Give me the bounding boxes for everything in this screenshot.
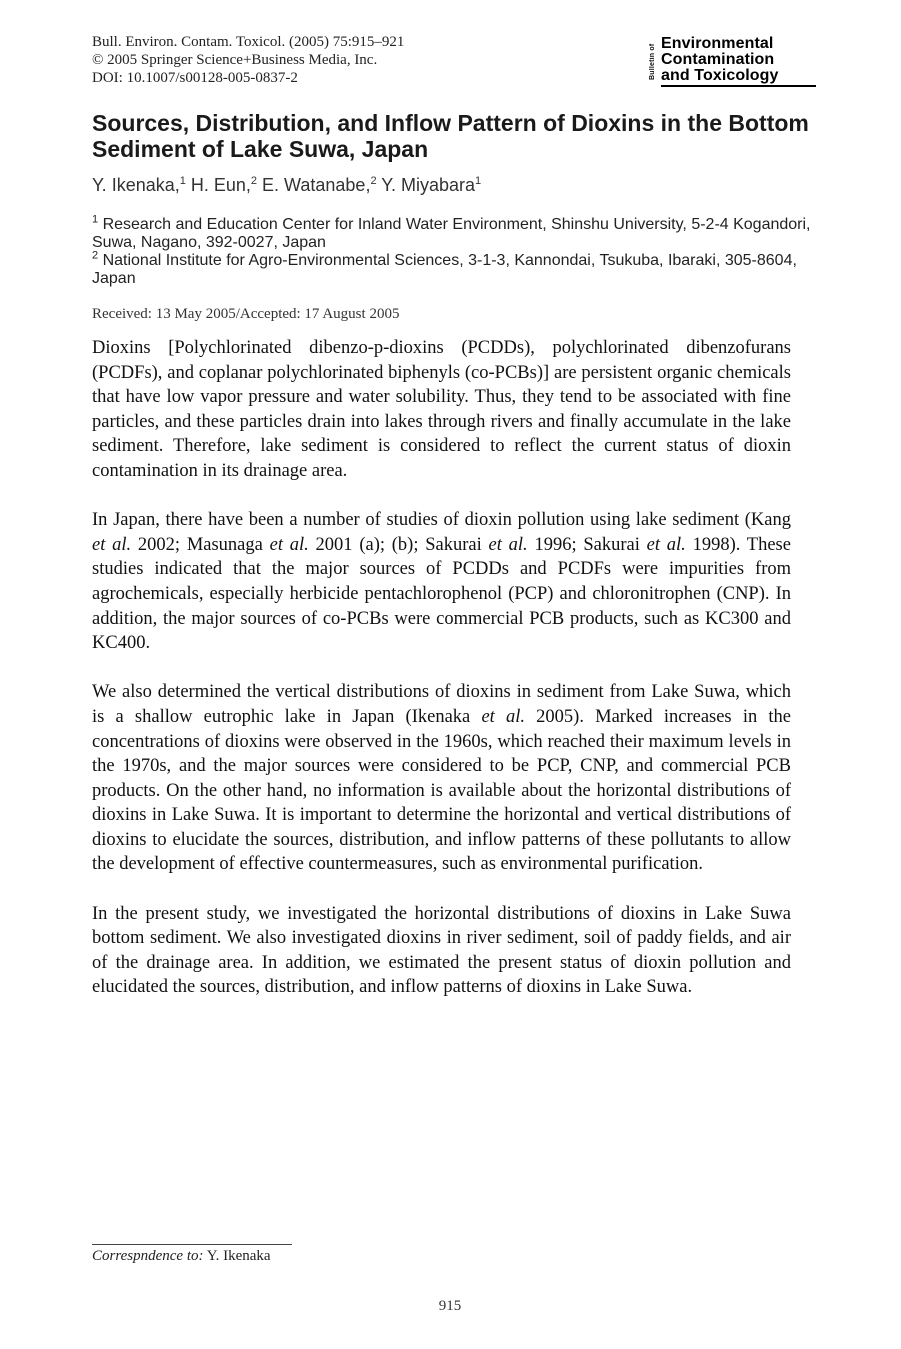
text-run: 2001 (a); (b); Sakurai xyxy=(308,534,489,555)
text-run: 1996; Sakurai xyxy=(527,534,647,555)
body-paragraph xyxy=(92,680,791,877)
italic-run: et al. xyxy=(646,534,686,555)
text-run: 2002; Masunaga xyxy=(131,534,270,555)
author-list xyxy=(92,174,812,196)
italic-run: et al. xyxy=(269,534,309,555)
journal-logo-underline xyxy=(661,85,816,87)
text-run: In the present study, we investigated the horizontal distributions of dioxins in Lake Suwa bottom sediment. We also investigated dioxins in river sediment, soil of paddy fields, and air of the drainage area. In addition, we estimated the present status of dioxin pollution and elucidated the sources, distribution, and inflow patterns of dioxins in Lake Suwa. xyxy=(92,903,791,998)
author-name: E. Watanabe, xyxy=(262,175,371,195)
journal-logo-wordmark xyxy=(661,36,816,84)
footnote-label: Correspndence to: xyxy=(92,1248,204,1264)
citation-line: Bull. Environ. Contam. Toxicol. (2005) 75:915–921 xyxy=(92,34,405,50)
affiliation-item xyxy=(92,213,812,252)
author-affiliation-mark: 1 xyxy=(474,175,482,187)
journal-logo-side-text: Bulletin of xyxy=(649,43,656,81)
author-name: H. Eun, xyxy=(190,175,251,195)
affiliation-mark: 2 xyxy=(92,249,99,262)
journal-logo xyxy=(648,36,816,88)
journal-logo-line: Environmental xyxy=(661,35,774,52)
page-number: 915 xyxy=(438,1298,462,1314)
correspondence-footnote xyxy=(92,1247,492,1265)
article-title: Sources, Distribution, and Inflow Pattern of Dioxins in the Bottom Sediment of Lake Suwa, Japan xyxy=(92,110,809,162)
journal-logo-line: and Toxicology xyxy=(661,67,779,84)
affiliation-text: Research and Education Center for Inland Water Environment, Shinshu University, 5-2-4 Kogandori, Suwa, Nagano, 392-0027, Japan xyxy=(92,216,811,251)
italic-run: et al. xyxy=(92,534,132,555)
body-paragraph xyxy=(92,902,791,1000)
affiliation-text: National Institute for Agro-Environmental Sciences, 3-1-3, Kannondai, Tsukuba, Ibaraki, 305-8604, Japan xyxy=(92,252,797,287)
journal-logo-line: Contamination xyxy=(661,51,775,68)
body-paragraph xyxy=(92,336,791,484)
text-run: Dioxins [Polychlorinated dibenzo-p-dioxins (PCDDs), polychlorinated dibenzofurans (PCDFs), and coplanar polychlorinated biphenyls (co-PCBs)] are persistent organic chemicals that have low vapor pressure and water solubility. Thus, they tend to be associated with fine particles, and these particles drain into lakes through rivers and finally accumulate in the lake sediment. Therefore, lake sediment is considered to reflect the current status of dioxin contamination in its drainage area. xyxy=(92,338,791,481)
text-run: In Japan, there have been a number of studies of dioxin pollution using lake sediment (Kang xyxy=(92,510,791,531)
footnote-divider xyxy=(92,1244,292,1245)
italic-run: et al. xyxy=(488,534,528,555)
copyright-line: © 2005 Springer Science+Business Media, Inc. xyxy=(92,52,378,68)
footnote-text: Y. Ikenaka xyxy=(203,1248,271,1264)
doi-line: DOI: 10.1007/s00128-005-0837-2 xyxy=(92,70,298,86)
affiliation-mark: 1 xyxy=(92,213,99,226)
received-accepted-dates: Received: 13 May 2005/Accepted: 17 August 2005 xyxy=(92,306,400,322)
author-affiliation-mark: 2 xyxy=(370,175,377,187)
text-run: We also determined the vertical distributions of dioxins in sediment from Lake Suwa, which is a shallow eutrophic lake in Japan (Ikenaka xyxy=(92,682,791,727)
author-name: Y. Miyabara xyxy=(381,175,475,195)
citation-block xyxy=(92,33,512,87)
text-run: 1998). These studies indicated that the major sources of PCDDs and PCDFs were impurities from agrochemicals, especially herbicide pentachlorophenol (PCP) and chloronitrophen (CNP). In addition, the major sources of co-PCBs were commercial PCB products, such as KC300 and KC400. xyxy=(92,534,791,654)
article-body xyxy=(92,336,791,1025)
author-affiliation-mark: 2 xyxy=(250,175,258,187)
affiliation-item xyxy=(92,249,812,288)
text-run: 2005). Marked increases in the concentrations of dioxins were observed in the 1960s, which reached their maximum levels in the 1970s, and the major sources were considered to be PCP, CNP, and commercial PCB products. On the other hand, no information is available about the horizontal distributions of dioxins in Lake Suwa. It is important to determine the horizontal and vertical distributions of dioxins to elucidate the sources, distribution, and inflow patterns of these pollutants to allow the development of effective countermeasures, such as environmental purification. xyxy=(92,706,791,875)
author-affiliation-mark: 1 xyxy=(179,175,186,187)
italic-run: et al. xyxy=(481,706,525,727)
author-name: Y. Ikenaka, xyxy=(92,175,180,195)
body-paragraph xyxy=(92,508,791,656)
affiliations xyxy=(92,213,812,288)
